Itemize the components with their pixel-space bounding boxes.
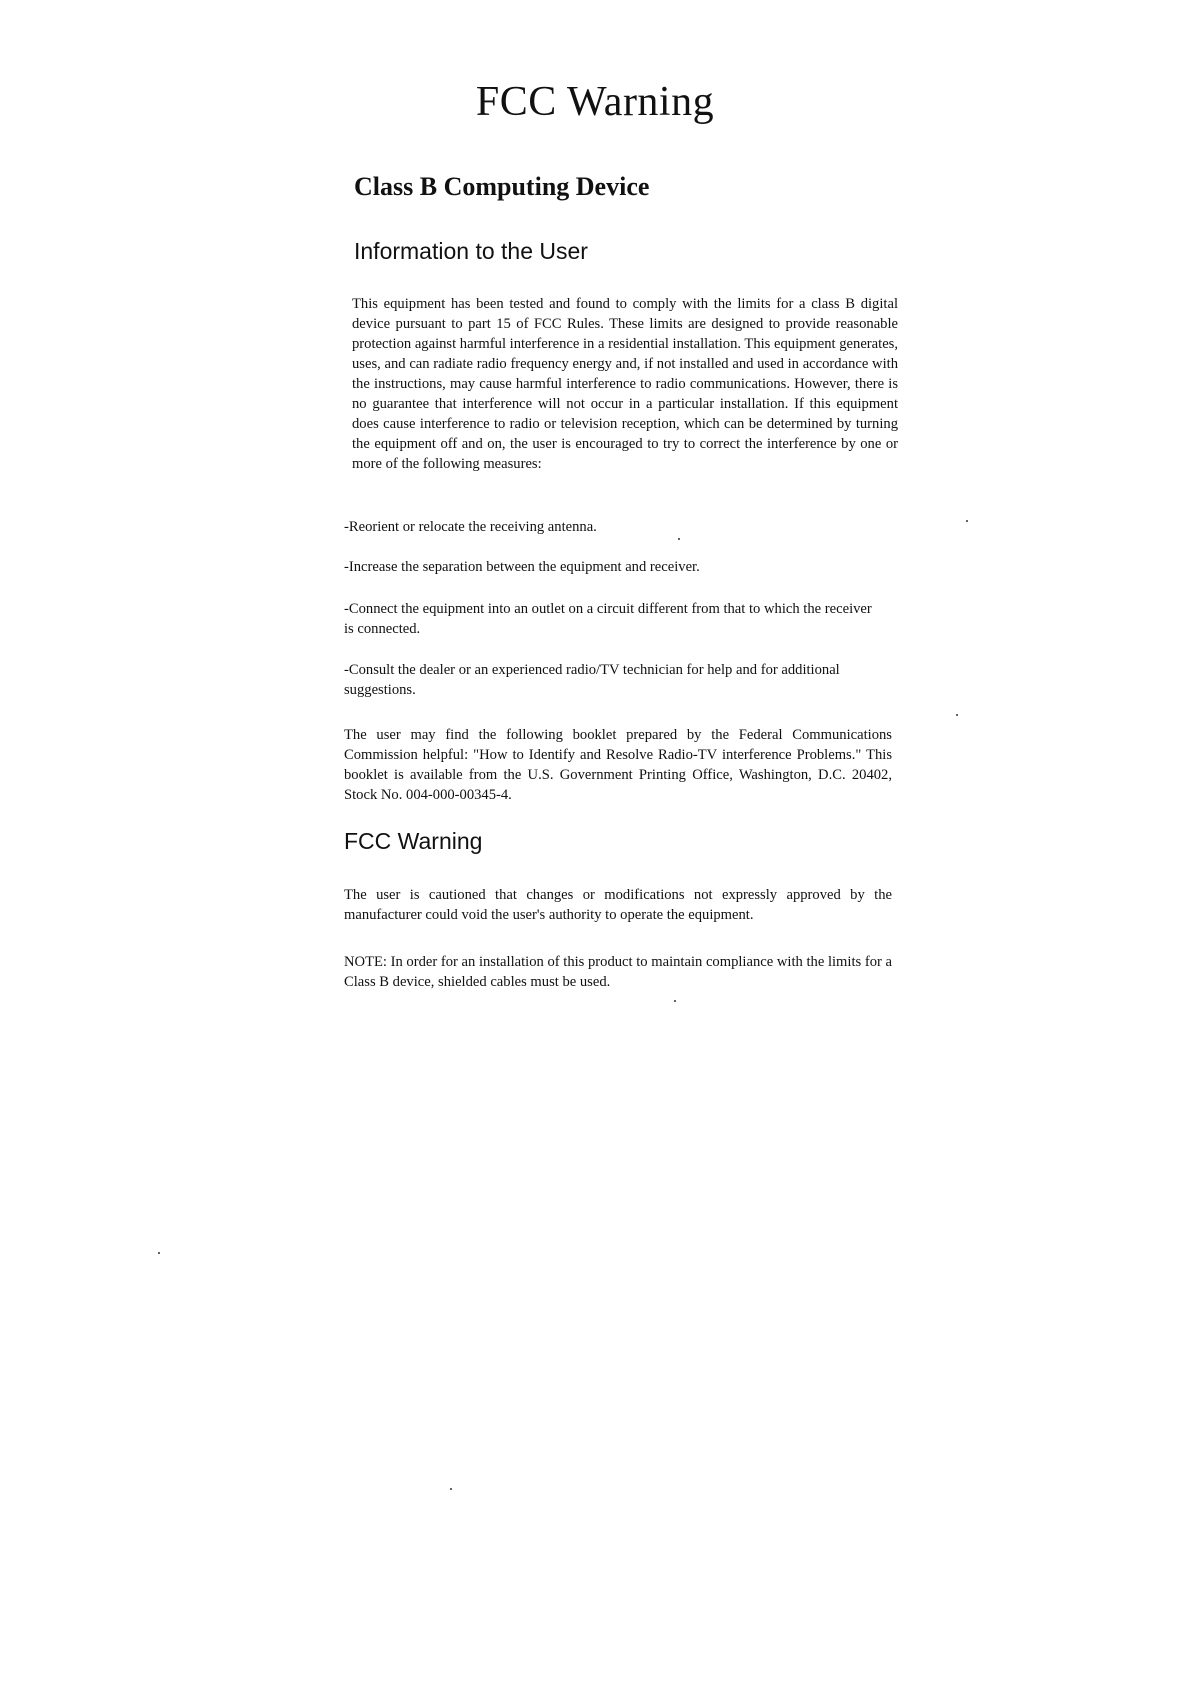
measure-item: -Reorient or relocate the receiving antenna. [344,519,597,535]
sub-heading: Information to the User [354,238,588,264]
page-title: FCC Warning [475,79,715,125]
warning-heading: FCC Warning [344,828,483,854]
scan-speck [956,714,958,716]
scan-speck [674,1000,676,1002]
booklet-paragraph: The user may find the following booklet prepared by the Federal Communications Commission helpful: "How to Identify and Resolve Radio-TV interference Problems." This booklet is available from the U.S. Government Printing Office, Washington, D.C. 20402, Stock No. 004-000-00345-4. [344,727,892,803]
note-paragraph: NOTE: In order for an installation of this product to maintain compliance with the limits for a Class B device, shielded cables must be used. [344,954,892,990]
measure-item: -Connect the equipment into an outlet on a circuit different from that to which the receiver is connected. [344,601,872,637]
section-heading: Class B Computing Device [354,172,650,201]
scan-speck [158,1252,160,1254]
scan-speck [678,538,680,540]
intro-paragraph: This equipment has been tested and found to comply with the limits for a class B digital device pursuant to part 15 of FCC Rules. These limits are designed to provide reasonable protection against harmful interference in a residential installation. This equipment generates, uses, and can radiate radio frequency energy and, if not installed and used in accordance with the instructions, may cause harmful interference to radio communications. However, there is no guarantee that interference will not occur in a particular installation. If this equipment does cause interference to radio or television reception, which can be determined by turning the equipment off and on, the user is encouraged to try to correct the interference by one or more of the following measures: [352,296,898,472]
caution-paragraph: The user is cautioned that changes or modifications not expressly approved by the manufacturer could void the user's authority to operate the equipment. [344,887,892,923]
scan-speck [966,520,968,522]
measure-item: -Increase the separation between the equipment and receiver. [344,559,700,575]
measure-item: -Consult the dealer or an experienced radio/TV technician for help and for additional suggestions. [344,662,840,698]
scan-speck [450,1488,452,1490]
